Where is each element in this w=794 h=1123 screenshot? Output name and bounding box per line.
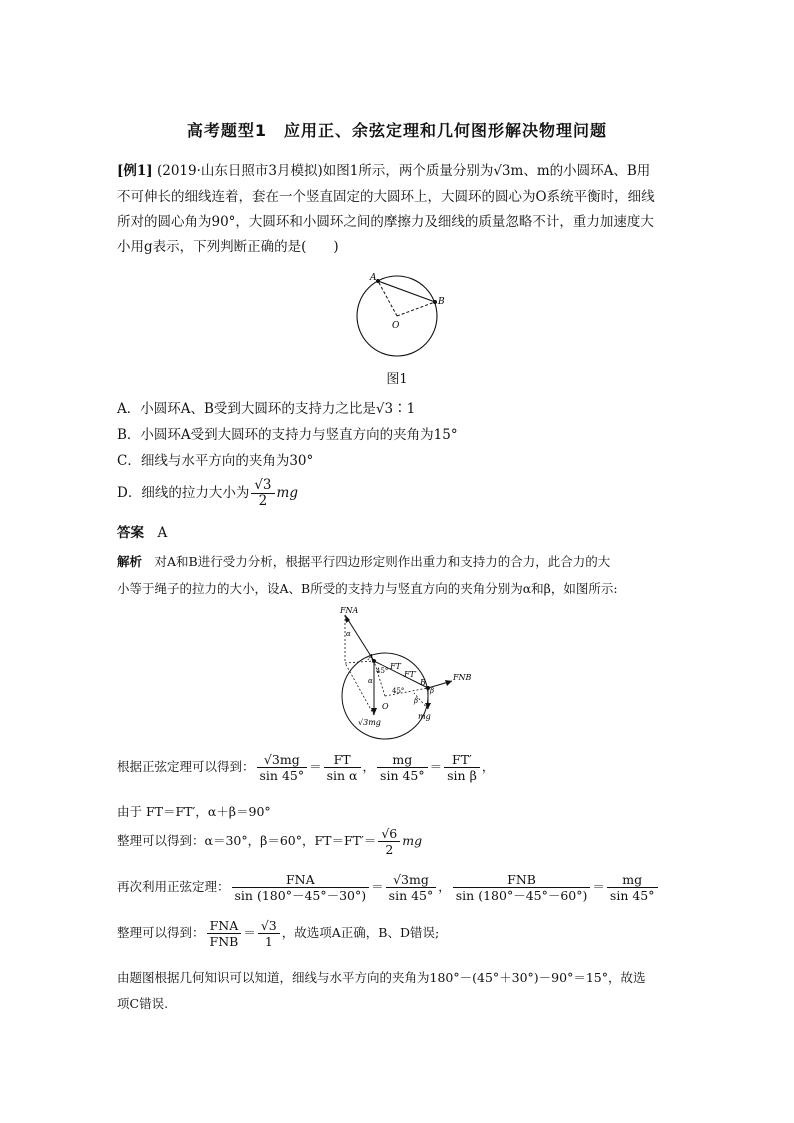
label-b2: B: [420, 678, 426, 687]
radius-oa: [378, 281, 397, 316]
label-ft: FT: [390, 662, 401, 671]
label-beta1: β: [430, 687, 435, 695]
equation-6a: 由题图根据几何知识可以知道，细线与水平方向的夹角为180°－(45°＋30°)－90°＝15°，故选: [117, 970, 646, 985]
option-c: C．细线与水平方向的夹角为30°: [117, 453, 314, 469]
label-fna: FNA: [340, 606, 359, 615]
option-d-fraction: $\frac{√3}{2}$: [251, 478, 274, 509]
label-beta2: β: [414, 697, 419, 705]
equation-3: 整理可以得到：α＝30°，β＝60°，FT＝FT′＝ $\frac{√6}{2}$ mg: [117, 826, 423, 857]
equation-6b: 项C错误.: [117, 996, 169, 1011]
equation-5: 整理可以得到： $\frac{\text{FNA}}{\text{FNB}}$ ＝ $\frac{√3}{1}$ ，故选项A正确，B、D错误;: [117, 918, 440, 949]
label-o2: O: [382, 702, 389, 711]
figure-1-diagram: [350, 268, 450, 368]
label-b: B: [438, 297, 445, 307]
equation-4: 再次利用正弦定理： $\frac{\text{FNA}}{\sin (180^\circ-45^\circ-30^\circ)}$ ＝ $\frac{√3mg}{\sin 45^\circ}$ ， $\frac{\text{FNB}}{\sin (180^\circ-45^\circ-60^\circ)}$ ＝ $\frac{mg}{\sin 45^\circ}$: [117, 872, 660, 903]
label-alpha1: α: [346, 630, 351, 638]
example-line-4: 小用g表示，下列判断正确的是( ): [117, 239, 339, 255]
label-alpha2: α: [368, 677, 373, 685]
label-o: O: [392, 321, 400, 331]
example-line-3: 所对的圆心角为90°，大圆环和小圆环之间的摩擦力及细线的质量忽略不计，重力加速度大: [117, 214, 654, 230]
answer: 答案 A: [117, 525, 168, 541]
analysis-line-1: 解析 对A和B进行受力分析，根据平行四边形定则作出重力和支持力的合力，此合力的大: [117, 554, 611, 569]
label-ft2: FT′: [404, 670, 417, 679]
analysis-line-2: 小等于绳子的拉力的大小，设A、B所受的支持力与竖直方向的夹角分别为α和β，如图所示:: [117, 581, 618, 596]
ring-a: [376, 279, 380, 283]
thread-ab: [378, 281, 435, 302]
label-angle45a: 45°: [376, 667, 389, 675]
label-fnb: FNB: [453, 673, 472, 682]
label-mga: √3mg: [358, 718, 381, 727]
ft-resultant: [345, 663, 374, 715]
figure-2-force-diagram: [330, 603, 480, 743]
radius-ob: [397, 302, 435, 316]
example-line-2: 不可伸长的细线连着，套在一个竖直固定的大圆环上，大圆环的圆心为O系统平衡时，细线: [117, 189, 655, 205]
example-line-1: [例1] (2019·山东日照市3月模拟)如图1所示，两个质量分别为√3m、m的小圆环A、B用: [117, 163, 651, 179]
option-d: D．细线的拉力大小为 $\frac{√3}{2}$ mg: [117, 477, 298, 509]
option-b: B．小圆环A受到大圆环的支持力与竖直方向的夹角为15°: [117, 427, 458, 443]
figure-1-caption: 图1: [386, 372, 408, 387]
label-a: A: [370, 273, 377, 283]
label-a2: A: [368, 653, 374, 662]
label-mgb: mg: [418, 712, 431, 721]
label-angle45b: 45°: [392, 687, 405, 695]
example-label: [例1]: [117, 163, 153, 179]
equation-2: 由于 FT＝FT′，α＋β＝90°: [117, 804, 271, 819]
page-title: 高考题型1 应用正、余弦定理和几何图形解决物理问题: [186, 121, 608, 140]
option-a: A．小圆环A、B受到大圆环的支持力之比是√3∶1: [117, 401, 416, 417]
ring-b: [433, 300, 437, 304]
equation-1: 根据正弦定理可以得到： $\frac{√3mg}{\sin 45^\circ}$ ＝ $\frac{FT}{\text{sin α}}$ ， $\frac{mg}{\sin 45^\circ}$ ＝ $\frac{FT'}{\text{sin β}}$ ，: [117, 752, 495, 783]
